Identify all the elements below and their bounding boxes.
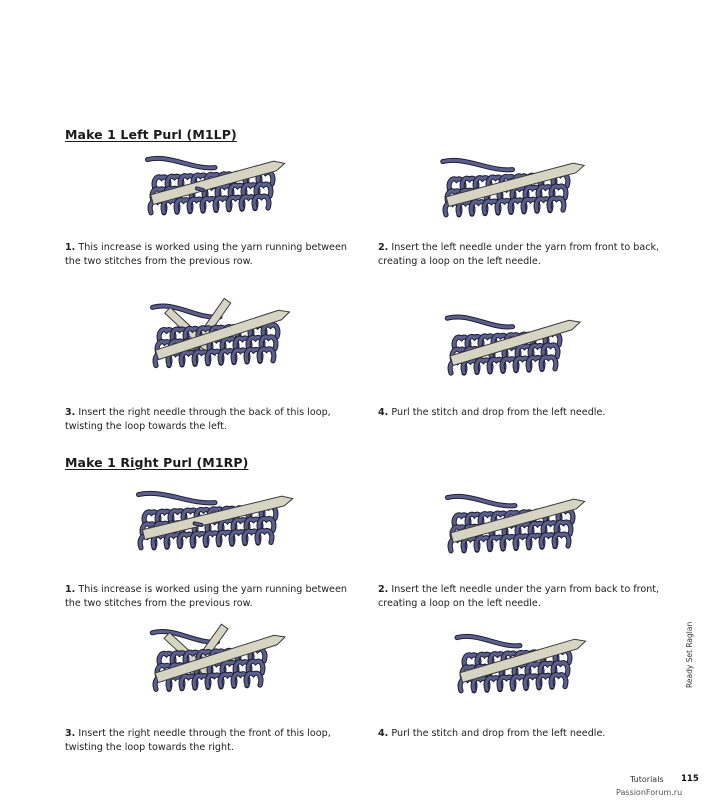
section-title-m1rp: Make 1 Right Purl (M1RP) [65,455,249,470]
illustration-m1lp-step4 [440,308,585,393]
watermark: PassionForum.ru [616,788,683,797]
illustration-m1rp-step4 [450,628,590,708]
caption-m1lp-step3: 3. Insert the right needle through the back of this loop, twisting the loop towards the left. [65,407,331,432]
illustration-m1rp-step2 [440,488,590,568]
caption-m1rp-step1: 1. This increase is worked using the yarn running between the two stitches from the previous row. [65,584,347,609]
illustration-m1lp-step2 [435,152,590,232]
page-number: 115 [681,774,699,784]
illustration-m1rp-step3 [145,622,290,712]
caption-m1rp-step4: 4. Purl the stitch and drop from the left needle. [378,728,606,739]
caption-m1lp-step1: 1. This increase is worked using the yarn running between the two stitches from the previous row. [65,242,347,267]
caption-m1rp-step3: 3. Insert the right needle through the front of this loop, twisting the loop towards the right. [65,728,331,753]
section-title-m1lp: Make 1 Left Purl (M1LP) [65,127,237,142]
caption-m1lp-step2: 2. Insert the left needle under the yarn from front to back, creating a loop on the left needle. [378,242,660,267]
illustration-m1rp-step1 [130,485,300,565]
caption-m1rp-step2: 2. Insert the left needle under the yarn from back to front, creating a loop on the left needle. [378,584,660,609]
illustration-m1lp-step3 [145,296,295,391]
book-title-side-label: Ready Set Raglan [685,621,694,688]
caption-m1lp-step4: 4. Purl the stitch and drop from the left needle. [378,407,606,418]
footer-section-name: Tutorials [630,775,664,784]
illustration-m1lp-step1 [140,150,290,230]
